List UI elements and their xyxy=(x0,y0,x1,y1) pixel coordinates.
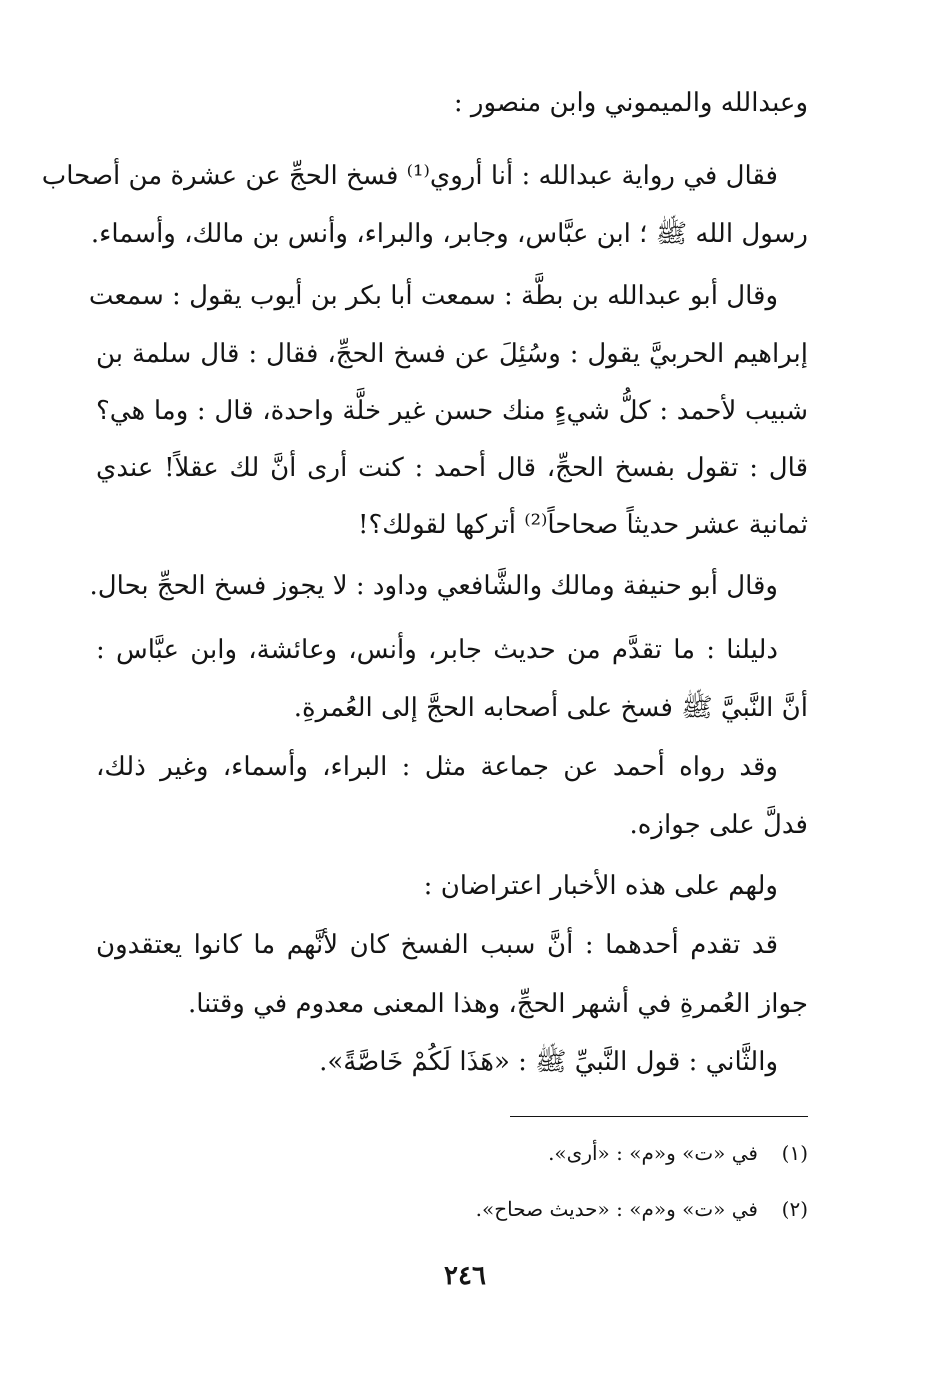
body-line: فدلَّ على جوازه. xyxy=(629,810,808,840)
footnote xyxy=(96,1133,808,1173)
body-line: وقال أبو حنيفة ومالك والشَّافعي وداود : لا يجوز فسخ الحجِّ بحال. xyxy=(89,571,778,601)
body-line: شبيب لأحمد : كلُّ شيءٍ منك حسن غير خلَّة واحدة، قال : وما هي؟ xyxy=(96,396,808,426)
body-line: جواز العُمرةِ في أشهر الحجِّ، وهذا المعنى معدوم في وقتنا. xyxy=(187,989,808,1019)
footnote xyxy=(96,1189,808,1229)
footnote-text: في «ت» و«م» : «أرى». xyxy=(548,1141,758,1165)
page-number: ٢٤٦ xyxy=(444,1261,486,1291)
body-line: والثَّاني : قول النَّبيِّ ﷺ : «هَذَا لَكُمْ خَاصَّةً». xyxy=(319,1047,778,1077)
footnote-text: في «ت» و«م» : «حديث صحاح». xyxy=(475,1197,758,1221)
body-line: ولهم على هذه الأخبار اعتراضان : xyxy=(423,871,778,901)
body-line: قد تقدم أحدهما : أنَّ سبب الفسخ كان لأنَّهم ما كانوا يعتقدون xyxy=(96,930,778,960)
body-line: إبراهيم الحربيَّ يقول : وسُئِلَ عن فسخ الحجِّ، فقال : قال سلمة بن xyxy=(96,339,808,369)
body-line: فقال في رواية عبدالله : أنا أروي⁽¹⁾ فسخ الحجِّ عن عشرة من أصحاب xyxy=(41,161,778,191)
body-line: دليلنا : ما تقدَّم من حديث جابر، وأنس، وعائشة، وابن عبَّاس : xyxy=(96,635,778,665)
body-line: وعبدالله والميموني وابن منصور : xyxy=(453,88,808,118)
body-line: ثمانية عشر حديثاً صحاحاً⁽²⁾ أتركها لقولك؟! xyxy=(358,510,808,540)
body-line: رسول الله ﷺ ؛ ابن عبَّاس، وجابر، والبراء، وأنس بن مالك، وأسماء. xyxy=(90,219,808,249)
body-line: أنَّ النَّبيَّ ﷺ فسخ على أصحابه الحجَّ إلى العُمرةِ. xyxy=(293,693,808,723)
footnote-divider xyxy=(510,1116,808,1117)
footnote-number: (١) xyxy=(781,1141,808,1165)
body-line: وقال أبو عبدالله بن بطَّة : سمعت أبا بكر بن أيوب يقول : سمعت xyxy=(88,281,778,311)
body-line: وقد رواه أحمد عن جماعة مثل : البراء، وأسماء، وغير ذلك، xyxy=(96,752,778,782)
body-line: قال : تقول بفسخ الحجِّ، قال أحمد : كنت أرى أنَّ لك عقلاً! عندي xyxy=(96,453,808,483)
footnote-number: (٢) xyxy=(781,1197,808,1221)
